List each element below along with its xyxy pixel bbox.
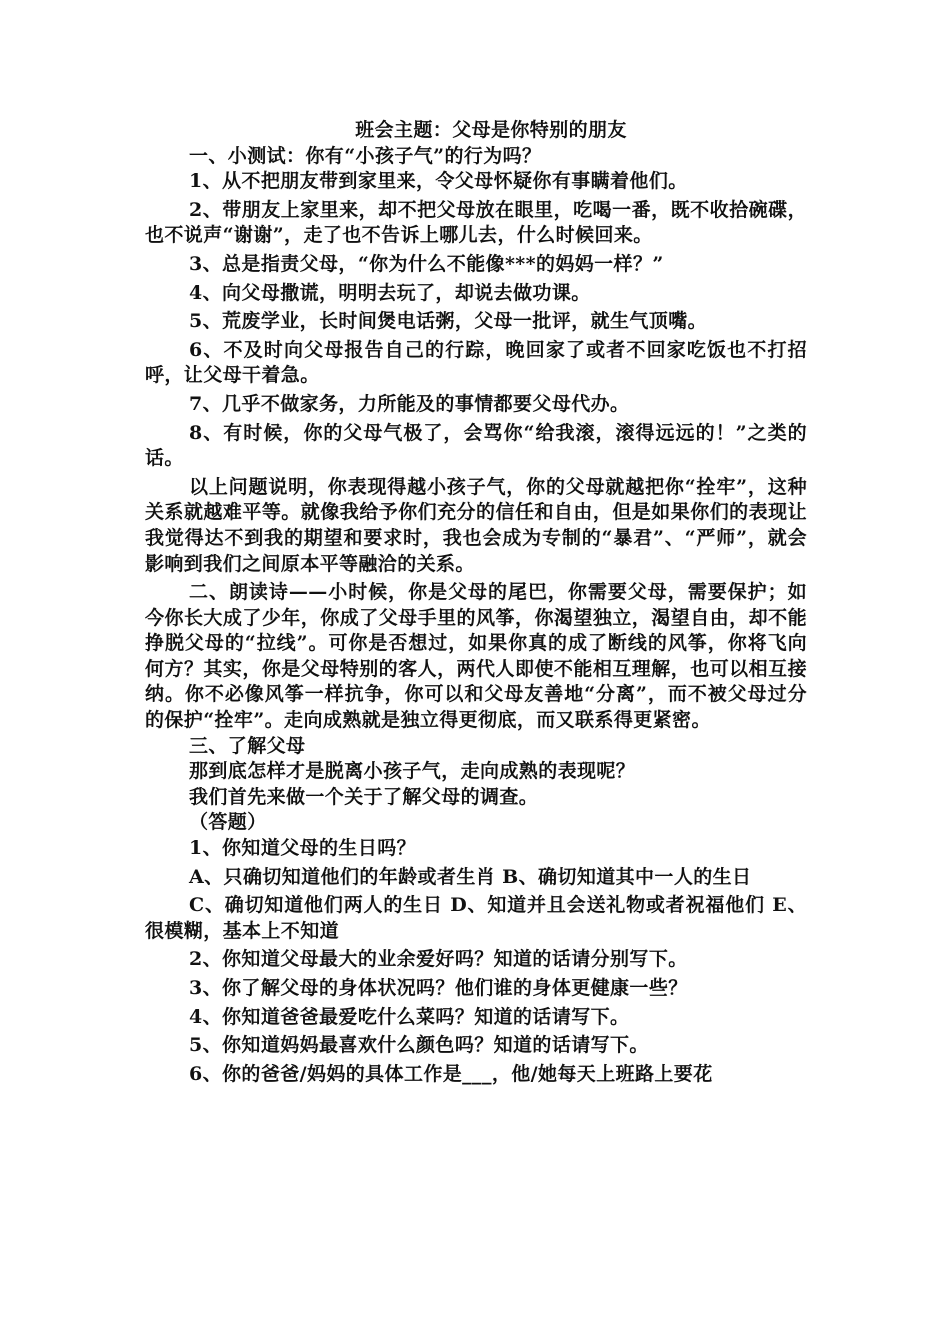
quiz-item-4: 4、向父母撒谎，明明去玩了，却说去做功课。 <box>189 281 591 304</box>
quiz-item-3: 3、总是指责父母，“你为什么不能像***的妈妈一样？” <box>189 252 664 275</box>
quiz-item-5: 5、荒废学业，长时间煲电话粥，父母一批评，就生气顶嘴。 <box>189 310 708 333</box>
section-3-heading: 三、了解父母 <box>189 734 306 757</box>
answer-label: （答题） <box>189 811 267 834</box>
question-6: 6、你的爸爸/妈妈的具体工作是___，他/她每天上班路上要花 <box>189 1062 713 1085</box>
quiz-item-7: 7、几乎不做家务，力所能及的事情都要父母代办。 <box>189 392 630 415</box>
quiz-item-2: 2、带朋友上家里来，却不把父母放在眼里，吃喝一番，既不收拾碗碟，也不说声“谢谢”，走了也不告诉上哪儿去，什么时候回来。 <box>145 198 807 247</box>
question-1-options-c-e: C、确切知道他们两人的生日 D、知道并且会送礼物或者祝福他们 E、很模糊，基本上不知道 <box>145 894 807 942</box>
section-3-intro-2: 我们首先来做一个关于了解父母的调查。 <box>189 785 539 808</box>
page-title: 班会主题：父母是你特别的朋友 <box>355 119 627 141</box>
section-3-intro-1: 那到底怎样才是脱离小孩子气，走向成熟的表现呢？ <box>189 760 636 783</box>
quiz-item-6: 6、不及时向父母报告自己的行踪，晚回家了或者不回家吃饭也不打招呼，让父母干着急。 <box>145 338 807 387</box>
section-2-poem: 二、朗读诗——小时候，你是父母的尾巴，你需要父母，需要保护；如今你长大成了少年，你成了父母手里的风筝，你渴望独立，渴望自由，却不能挣脱父母的“拉线”。可你是否想过，如果你真的成了断线的风筝，你将飞向何方？其实，你是父母特别的客人，两代人即使不能相互理解，也可以相互接纳。你不必像风筝一样抗争，你可以和父母友善地“分离”，而不被父母过分的保护“拴牢”。走向成熟就是独立得更彻底，而又联系得更紧密。 <box>145 581 807 732</box>
section-1-heading: 一、小测试：你有“小孩子气”的行为吗？ <box>189 144 542 167</box>
question-2: 2、你知道父母最大的业余爱好吗？知道的话请分别写下。 <box>189 948 688 971</box>
question-4: 4、你知道爸爸最爱吃什么菜吗？知道的话请写下。 <box>189 1005 630 1028</box>
question-5: 5、你知道妈妈最喜欢什么颜色吗？知道的话请写下。 <box>189 1034 649 1057</box>
question-1: 1、你知道父母的生日吗？ <box>189 837 417 860</box>
section-1-summary: 以上问题说明，你表现得越小孩子气，你的父母就越把你“拴牢”，这种关系就越难平等。就像我给予你们充分的信任和自由，但是如果你们的表现让我觉得达不到我的期望和要求时，我也会成为专制的“暴君”、“严师”，就会影响到我们之间原本平等融洽的关系。 <box>145 475 807 575</box>
question-1-options-a-b: A、只确切知道他们的年龄或者生肖 B、确切知道其中一人的生日 <box>189 865 752 888</box>
quiz-item-1: 1、从不把朋友带到家里来，令父母怀疑你有事瞒着他们。 <box>189 170 688 193</box>
quiz-item-8: 8、有时候，你的父母气极了，会骂你“给我滚，滚得远远的！”之类的话。 <box>145 421 807 470</box>
document-page <box>145 118 807 1090</box>
question-3: 3、你了解父母的身体状况吗？他们谁的身体更健康一些？ <box>189 977 688 999</box>
